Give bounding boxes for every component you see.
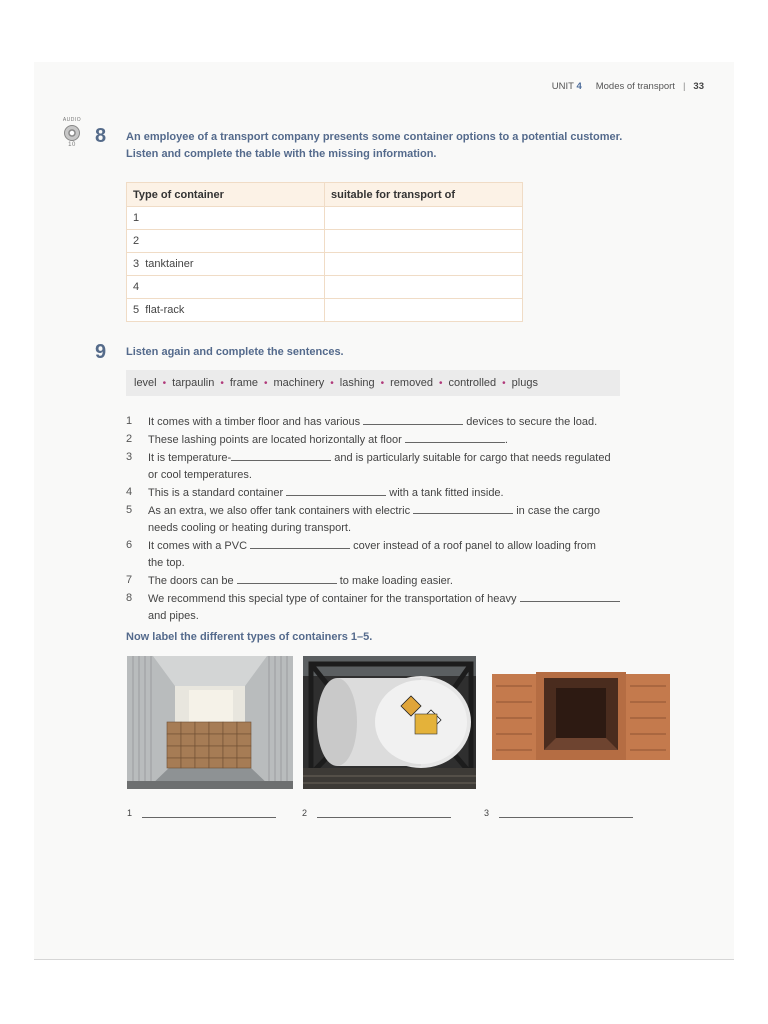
sentence-item [126,590,686,625]
table-cell-answer[interactable] [325,230,523,253]
word-item: level [134,377,157,389]
answer-blank[interactable] [142,808,276,818]
sentence-text: devices to secure the load. [466,416,598,428]
sentence-text: It is temperature- [148,452,232,464]
sentence-text: This is a standard container [148,487,284,499]
bullet-icon: • [330,377,334,389]
sentence-item [126,413,686,431]
cd-icon [64,125,80,141]
sentence-text: It comes with a PVC [148,540,248,552]
answer-blank[interactable] [413,502,513,514]
word-item: plugs [511,377,538,389]
sentence-number: 1 [126,415,133,427]
photo-label-number: 3 [484,808,490,818]
sentence-number: 4 [126,486,133,498]
table-row [127,253,523,276]
photo-label-3 [484,808,633,818]
sentence-text: needs cooling or heating during transport. [148,522,352,534]
word-item: removed [390,377,433,389]
answer-blank[interactable] [231,449,331,461]
bullet-icon: • [162,377,167,389]
audio-label: AUDIO [62,117,82,123]
table-row [127,207,523,230]
sentence-number: 2 [126,433,133,445]
exercise-9-number: 9 [95,341,107,363]
sentence-text: and pipes. [148,610,199,622]
sentence-list [126,413,686,625]
word-item: tarpaulin [172,377,215,389]
photo-label-1 [127,808,276,818]
sentence-number: 8 [126,592,133,604]
exercise-8-instruction [126,129,622,163]
exercise-8-number: 8 [95,125,107,147]
photo-label-number: 1 [127,808,133,818]
photo-reefer-container [127,656,293,789]
word-box [126,370,620,396]
word-item: machinery [273,377,325,389]
answer-blank[interactable] [237,572,337,584]
answer-blank[interactable] [363,413,463,425]
sentence-text: We recommend this special type of container for the transportation of heavy [148,593,517,605]
page-header [552,81,704,92]
instruction-line-2: Listen and complete the table with the missing information. [126,148,437,160]
bullet-icon: • [380,377,385,389]
page-bottom-edge [34,959,734,960]
bullet-icon: • [220,377,224,389]
label-instruction: Now label the different types of containers 1–5. [126,631,373,643]
instruction-line-1: An employee of a transport company presents some container options to a potential customer. [126,131,623,143]
answer-blank[interactable] [317,808,451,818]
header-separator: | [682,81,686,92]
sentence-text: to make loading easier. [339,575,453,587]
sentence-item [126,484,686,502]
page-number: 33 [693,81,704,92]
table-cell-answer[interactable] [325,253,523,276]
table-cell-answer[interactable] [325,207,523,230]
sentence-number: 6 [126,539,133,551]
table-cell-type: 2 [127,230,325,253]
audio-badge [61,117,83,148]
sentence-text: It comes with a timber floor and has various [148,416,361,428]
answer-blank[interactable] [499,808,633,818]
sentence-item [126,502,686,537]
column-header-type: Type of container [127,183,325,207]
sentence-text: These lashing points are located horizontally at floor [148,434,402,446]
photo-tank-container [303,656,476,789]
sentence-text: As an extra, we also offer tank containers with electric [148,505,411,517]
sentence-text: cover instead of a roof panel to allow loading from [353,540,596,552]
answer-blank[interactable] [250,537,350,549]
table-cell-type: 1 [127,207,325,230]
table-cell-answer[interactable] [325,299,523,322]
unit-label: UNIT 4 [551,81,582,92]
sentence-number: 7 [126,574,133,586]
sentence-text: in case the cargo [516,505,600,517]
sentence-text: with a tank fitted inside. [389,487,504,499]
table-cell-type: 4 [127,276,325,299]
sentence-number: 5 [126,504,133,516]
photo-label-number: 2 [302,808,308,818]
sentence-item [126,449,686,484]
sentence-number: 3 [126,451,133,463]
bullet-icon: • [502,377,506,389]
table-header-row [127,183,523,207]
table-cell-type: 5 flat-rack [127,299,325,322]
sentence-text: and is particularly suitable for cargo that needs regulated [334,452,611,464]
word-item: controlled [448,377,497,389]
exercise-9-instruction: Listen again and complete the sentences. [126,346,344,358]
photo-label-2 [302,808,451,818]
sentence-item [126,572,686,590]
table-cell-type: 3 tanktainer [127,253,325,276]
word-item: frame [229,377,258,389]
word-item: lashing [339,377,375,389]
table-cell-answer[interactable] [325,276,523,299]
table-row [127,299,523,322]
audio-track-number: 10 [68,142,76,148]
sentence-text: The doors can be [148,575,234,587]
column-header-suitable: suitable for transport of [325,183,523,207]
sentence-text: . [504,434,508,446]
answer-blank[interactable] [520,590,620,602]
photo-open-container [490,670,671,765]
sentence-text: or cool temperatures. [148,469,252,481]
bullet-icon: • [263,377,268,389]
table-row [127,230,523,253]
table-row [127,276,523,299]
container-table [126,182,523,322]
bullet-icon: • [438,377,443,389]
answer-blank[interactable] [405,431,505,443]
sentence-item [126,431,686,449]
answer-blank[interactable] [286,484,386,496]
sentence-item [126,537,686,572]
sentence-text: the top. [148,557,185,569]
section-title: Modes of transport [595,81,675,92]
